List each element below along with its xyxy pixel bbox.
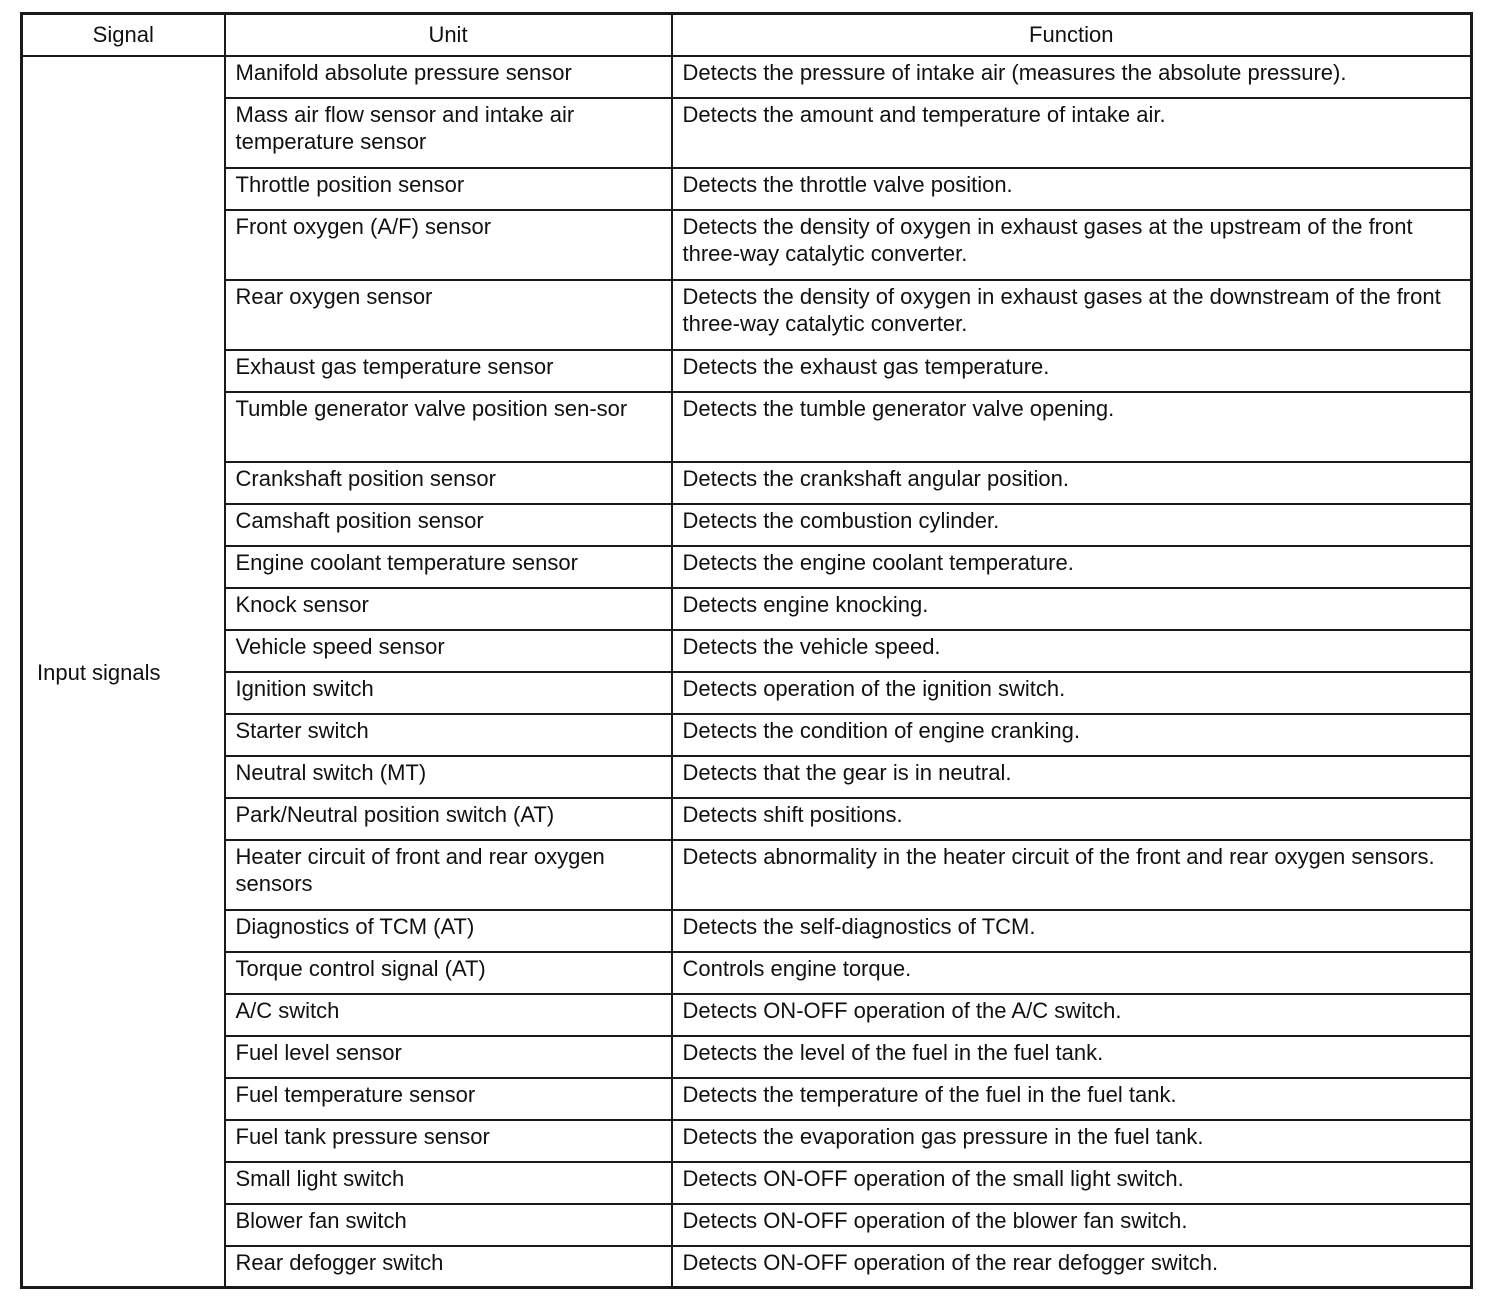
- unit-cell: Starter switch: [225, 714, 672, 756]
- function-cell: Controls engine torque.: [672, 952, 1472, 994]
- unit-cell: A/C switch: [225, 994, 672, 1036]
- table-row: [22, 280, 1472, 350]
- function-cell: Detects the evaporation gas pressure in the fuel tank.: [672, 1120, 1472, 1162]
- function-cell: Detects the pressure of intake air (measures the absolute pressure).: [672, 56, 1472, 98]
- function-cell: Detects the combustion cylinder.: [672, 504, 1472, 546]
- function-cell: Detects ON-OFF operation of the rear defogger switch.: [672, 1246, 1472, 1288]
- function-cell: Detects the condition of engine cranking.: [672, 714, 1472, 756]
- table-row: [22, 168, 1472, 210]
- function-cell: Detects the engine coolant temperature.: [672, 546, 1472, 588]
- unit-cell: Rear oxygen sensor: [225, 280, 672, 350]
- unit-cell: Vehicle speed sensor: [225, 630, 672, 672]
- table-row: [22, 714, 1472, 756]
- function-cell: Detects the crankshaft angular position.: [672, 462, 1472, 504]
- unit-cell: Tumble generator valve position sen-sor: [225, 392, 672, 462]
- table-row: [22, 1204, 1472, 1246]
- header-signal: Signal: [22, 14, 225, 56]
- function-cell: Detects operation of the ignition switch.: [672, 672, 1472, 714]
- function-cell: Detects the level of the fuel in the fuel tank.: [672, 1036, 1472, 1078]
- table-row: [22, 210, 1472, 280]
- table-row: [22, 98, 1472, 168]
- table-row: [22, 1078, 1472, 1120]
- unit-cell: Torque control signal (AT): [225, 952, 672, 994]
- table-row: [22, 504, 1472, 546]
- unit-cell: Fuel level sensor: [225, 1036, 672, 1078]
- function-cell: Detects the throttle valve position.: [672, 168, 1472, 210]
- unit-cell: Small light switch: [225, 1162, 672, 1204]
- table-row: [22, 798, 1472, 840]
- table-row: [22, 56, 1472, 98]
- table-row: [22, 994, 1472, 1036]
- unit-cell: Manifold absolute pressure sensor: [225, 56, 672, 98]
- unit-cell: Rear defogger switch: [225, 1246, 672, 1288]
- signal-group-cell: Input signals: [22, 56, 225, 1288]
- unit-cell: Diagnostics of TCM (AT): [225, 910, 672, 952]
- function-cell: Detects abnormality in the heater circuit of the front and rear oxygen sensors.: [672, 840, 1472, 910]
- function-cell: Detects the vehicle speed.: [672, 630, 1472, 672]
- table-row: [22, 392, 1472, 462]
- signal-unit-function-table: [20, 12, 1473, 1289]
- function-cell: Detects ON-OFF operation of the blower fan switch.: [672, 1204, 1472, 1246]
- unit-cell: Neutral switch (MT): [225, 756, 672, 798]
- function-cell: Detects the density of oxygen in exhaust gases at the upstream of the front three-way catalytic converter.: [672, 210, 1472, 280]
- table-row: [22, 1036, 1472, 1078]
- unit-cell: Park/Neutral position switch (AT): [225, 798, 672, 840]
- unit-cell: Engine coolant temperature sensor: [225, 546, 672, 588]
- function-cell: Detects the density of oxygen in exhaust gases at the downstream of the front three-way catalytic converter.: [672, 280, 1472, 350]
- table-row: [22, 1162, 1472, 1204]
- table-header: [22, 14, 1472, 56]
- function-cell: Detects the self-diagnostics of TCM.: [672, 910, 1472, 952]
- table-row: [22, 840, 1472, 910]
- unit-cell: Exhaust gas temperature sensor: [225, 350, 672, 392]
- table-row: [22, 588, 1472, 630]
- function-cell: Detects the tumble generator valve opening.: [672, 392, 1472, 462]
- table-row: [22, 672, 1472, 714]
- table-row: [22, 546, 1472, 588]
- unit-cell: Fuel temperature sensor: [225, 1078, 672, 1120]
- table-row: [22, 910, 1472, 952]
- function-cell: Detects engine knocking.: [672, 588, 1472, 630]
- table-row: [22, 350, 1472, 392]
- unit-cell: Ignition switch: [225, 672, 672, 714]
- unit-cell: Fuel tank pressure sensor: [225, 1120, 672, 1162]
- unit-cell: Mass air flow sensor and intake air temperature sensor: [225, 98, 672, 168]
- table-row: [22, 462, 1472, 504]
- table-row: [22, 1246, 1472, 1288]
- table-row: [22, 756, 1472, 798]
- unit-cell: Heater circuit of front and rear oxygen sensors: [225, 840, 672, 910]
- table-row: [22, 952, 1472, 994]
- function-cell: Detects the amount and temperature of intake air.: [672, 98, 1472, 168]
- header-function: Function: [672, 14, 1472, 56]
- function-cell: Detects ON-OFF operation of the A/C switch.: [672, 994, 1472, 1036]
- header-row: [22, 14, 1472, 56]
- header-unit: Unit: [225, 14, 672, 56]
- function-cell: Detects shift positions.: [672, 798, 1472, 840]
- table-body: [22, 56, 1472, 1288]
- function-cell: Detects the exhaust gas temperature.: [672, 350, 1472, 392]
- unit-cell: Blower fan switch: [225, 1204, 672, 1246]
- unit-cell: Front oxygen (A/F) sensor: [225, 210, 672, 280]
- unit-cell: Camshaft position sensor: [225, 504, 672, 546]
- unit-cell: Knock sensor: [225, 588, 672, 630]
- function-cell: Detects ON-OFF operation of the small light switch.: [672, 1162, 1472, 1204]
- unit-cell: Crankshaft position sensor: [225, 462, 672, 504]
- unit-cell: Throttle position sensor: [225, 168, 672, 210]
- function-cell: Detects that the gear is in neutral.: [672, 756, 1472, 798]
- table-row: [22, 1120, 1472, 1162]
- table-row: [22, 630, 1472, 672]
- function-cell: Detects the temperature of the fuel in the fuel tank.: [672, 1078, 1472, 1120]
